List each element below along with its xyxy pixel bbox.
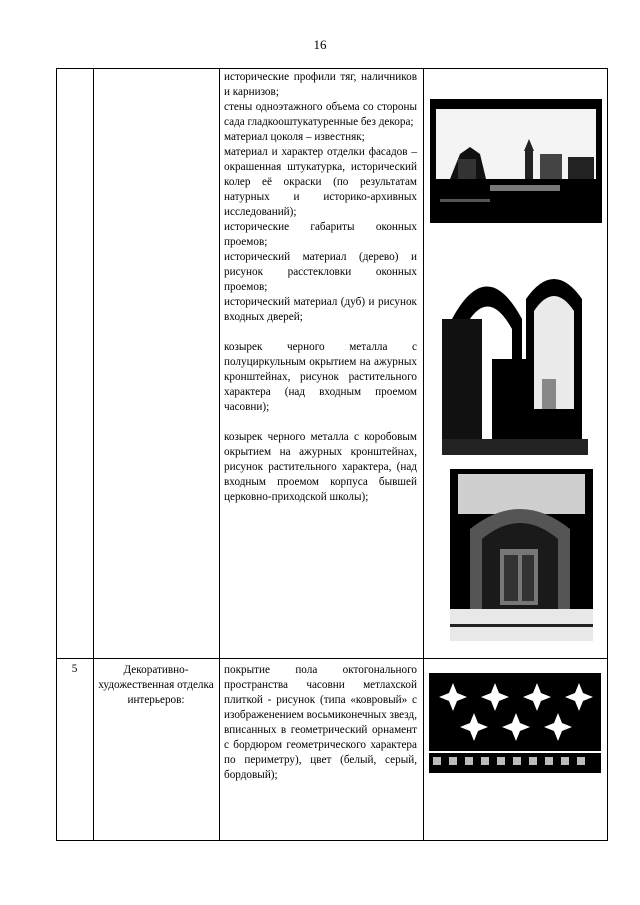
column-divider-3 (423, 68, 424, 841)
photo-chapel-entrance (442, 259, 588, 455)
table-top-border (56, 68, 608, 69)
description-paragraph: материал цоколя – известняк; (224, 131, 365, 143)
description-paragraph: материал и характер отделки фасадов – окрашенная штукатурка, исторический колер её окраски (по результатам натурных и историко-архивных исследований); (224, 146, 417, 218)
row-number: 5 (71, 663, 78, 675)
photo-street-view (430, 99, 602, 223)
row-divider (56, 658, 608, 659)
description-paragraph: исторические габариты оконных проемов; (224, 221, 417, 248)
table-right-border (607, 68, 608, 841)
row-5-description (224, 663, 417, 783)
column-divider-2 (219, 68, 220, 841)
description-paragraph: исторический материал (дуб) и рисунок входных дверей; (224, 296, 417, 323)
page-number: 16 (313, 37, 327, 52)
continued-row-description (224, 70, 417, 505)
column-divider-1 (93, 68, 94, 841)
element-name: Декоративно-художественная отделка интерьеров: (98, 664, 214, 706)
description-paragraph: покрытие пола октогонального пространства часовни метлахской плиткой - рисунок (типа «ковровый» с изображенением восьмиконечных звезд, вписанных в геометрический орнамент с бордюром геометрического характера по периметру), цвет (белый, серый, бордовый); (224, 664, 417, 781)
table-bottom-border (56, 840, 608, 841)
description-paragraph: козырек черного металла с коробовым окрытием на ажурных кронштейнах, рисунок растительного характера, (над входным проемом корпуса бывшей церковно-приходской школы); (224, 431, 417, 503)
photo-tile-floor (429, 673, 601, 773)
table-left-border (56, 68, 57, 841)
description-paragraph: козырек черного металла с полуциркульным окрытием на ажурных кронштейнах, рисунок растительного характера (над входным проемом часовни); (224, 341, 417, 413)
description-paragraph: исторический материал (дерево) и рисунок расстекловки оконных проемов; (224, 251, 417, 293)
photo-school-porch (450, 469, 593, 641)
description-paragraph: стены одноэтажного объема со стороны сада гладкооштукатуренные без декора; (224, 101, 417, 128)
description-paragraph: исторические профили тяг, наличников и карнизов; (224, 71, 417, 98)
